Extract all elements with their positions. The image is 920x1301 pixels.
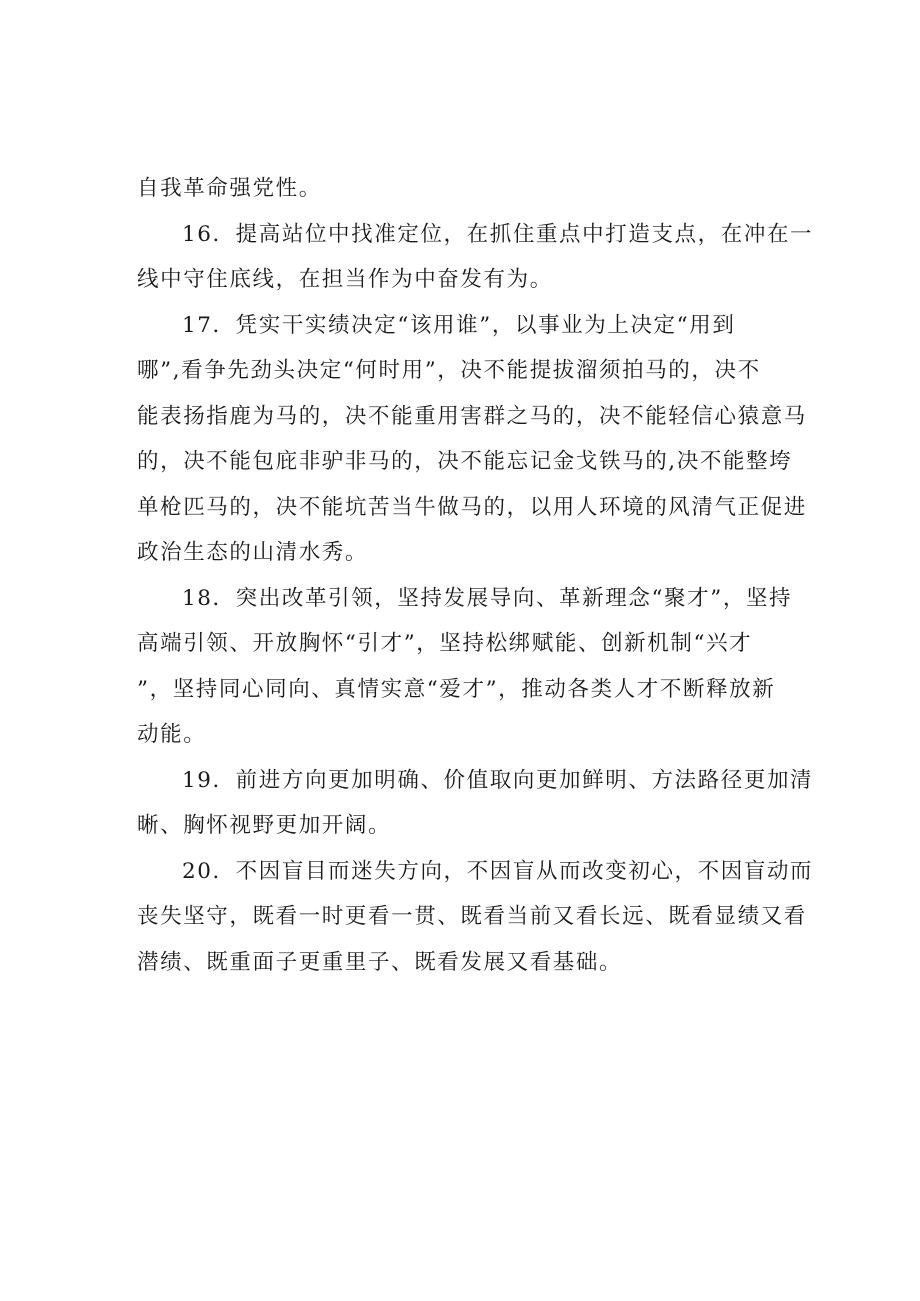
- text-line: 的，决不能包庇非驴非马的，决不能忘记金戈铁马的,决不能整垮: [137, 449, 793, 474]
- paragraph-continuation: [137, 166, 802, 212]
- paragraph-19: [137, 758, 814, 849]
- text-line: 晰、胸怀视野更加开阔。: [137, 813, 392, 838]
- text-line: 线中守住底线，在担当作为中奋发有为。: [137, 267, 553, 292]
- document-body: [137, 166, 814, 985]
- paragraph-17: [137, 303, 807, 576]
- text-line: 16．提高站位中找准定位，在抓住重点中打造支点，在冲在一: [182, 221, 814, 247]
- text-line: 自我革命强党性。: [137, 176, 322, 201]
- paragraph-16: [137, 212, 814, 303]
- text-line: 20．不因盲目而迷失方向，不因盲从而改变初心，不因盲动而: [182, 858, 814, 884]
- text-line: 19．前进方向更加明确、价值取向更加鲜明、方法路径更加清: [182, 767, 814, 793]
- text-line: 17．凭实干实绩决定“该用谁”，以事业为上决定“用到: [182, 312, 736, 338]
- text-line: 潜绩、既重面子更重里子、既看发展又看基础。: [137, 949, 623, 975]
- text-line: ”，坚持同心同向、真情实意“爱才”，推动各类人才不断释放新: [137, 676, 776, 702]
- paragraph-18: [137, 576, 802, 758]
- text-line: 哪”,看争先劲头决定“何时用”，决不能提拔溜须拍马的，决不: [137, 358, 761, 383]
- text-line: 政治生态的山清水秀。: [137, 540, 369, 565]
- text-line: 高端引领、开放胸怀“引才”，坚持松绑赋能、创新机制“兴才: [137, 631, 753, 656]
- text-line: 动能。: [137, 722, 207, 747]
- text-line: 单枪匹马的，决不能坑苦当牛做马的，以用人环境的风清气正促进: [137, 494, 807, 520]
- text-line: 丧失坚守，既看一时更看一贯、既看当前又看长远、既看显绩又看: [137, 904, 807, 929]
- paragraph-20: [137, 849, 814, 986]
- text-line: 能表扬指鹿为马的，决不能重用害群之马的，决不能轻信心猿意马: [137, 403, 807, 429]
- text-line: 18．突出改革引领，坚持发展导向、革新理念“聚才”，坚持: [182, 585, 793, 611]
